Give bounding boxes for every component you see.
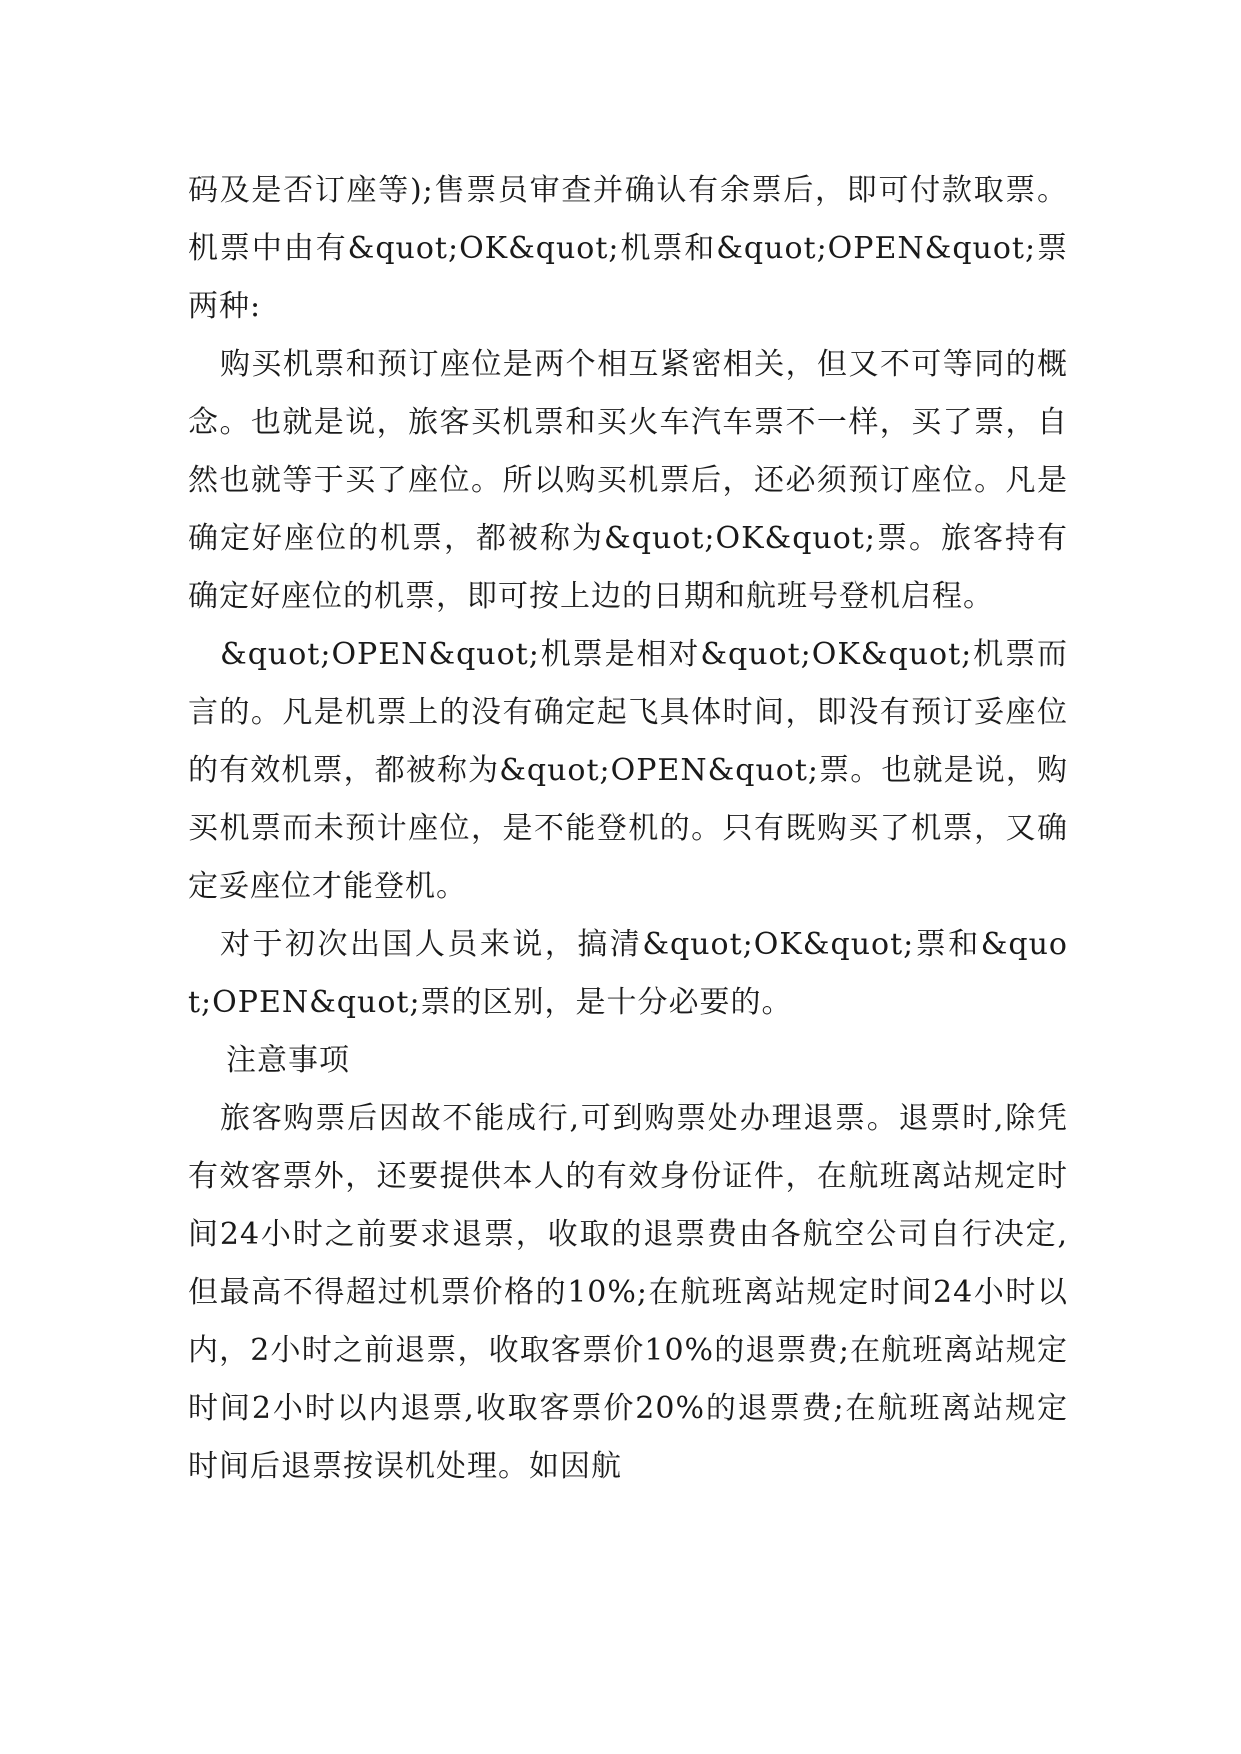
section-heading-notes: 注意事项 xyxy=(226,1043,350,1078)
paragraph-refund-rules: 旅客购票后因故不能成行,可到购票处办理退票。退票时,除凭有效客票外，还要提供本人的有效身份证件，在航班离站规定时间24小时之前要求退票，收取的退票费由各航空公司自行决定,但最高不得超过机票价格的10%;在航班离站规定时间24小时以内，2小时之前退票，收取客票价10%的退票费;在航班离站规定时间2小时以内退票,收取客票价20%的退票费;在航班离站规定时间后退票按误机处理。如因航 xyxy=(188,1101,1068,1484)
paragraph-first-time-travelers: 对于初次出国人员来说，搞清&quot;OK&quot;票和&quot;OPEN&quot;票的区别，是十分必要的。 xyxy=(188,927,1068,1020)
paragraph-ok-ticket: 购买机票和预订座位是两个相互紧密相关，但又不可等同的概念。也就是说，旅客买机票和买火车汽车票不一样，买了票，自然也就等于买了座位。所以购买机票后，还必须预订座位。凡是确定好座位的机票，都被称为&quot;OK&quot;票。旅客持有确定好座位的机票，即可按上边的日期和航班号登机启程。 xyxy=(188,347,1068,614)
paragraph-ticket-types-intro: 码及是否订座等);售票员审查并确认有余票后，即可付款取票。机票中由有&quot;OK&quot;机票和&quot;OPEN&quot;票两种: xyxy=(188,173,1068,324)
paragraph-open-ticket: &quot;OPEN&quot;机票是相对&quot;OK&quot;机票而言的。凡是机票上的没有确定起飞具体时间，即没有预订妥座位的有效机票，都被称为&quot;OPEN&quot;票。也就是说，购买机票而未预计座位，是不能登机的。只有既购买了机票，又确定妥座位才能登机。 xyxy=(188,637,1068,904)
body-text xyxy=(188,162,1068,1496)
